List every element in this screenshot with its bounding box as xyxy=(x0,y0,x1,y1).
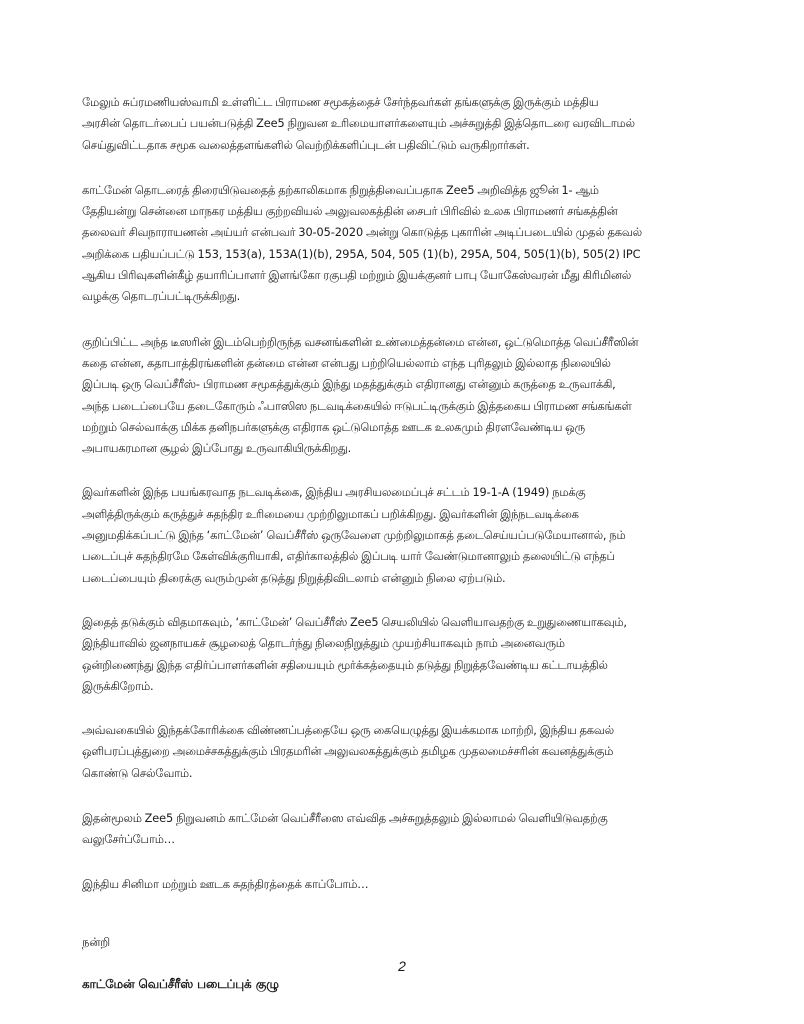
text-line: அவ்வகையில் இந்தக்கோரிக்கை விண்ணப்பத்தையே ஒரு கையெழுத்து இயக்கமாக மாற்றி, இந்திய தகவல் xyxy=(82,724,614,738)
text-line: படைப்புச் சுதந்திரமே கேள்விக்குரியாகி, எதிர்காலத்தில் இப்படி யார் வேண்டுமானாலும் தலையிட்டு எந்தப் xyxy=(82,550,615,564)
text-line: கதை என்ன, கதாபாத்திரங்களின் தன்மை என்ன என்பது பற்றியெல்லாம் எந்த புரிதலும் இல்லாத நிலையில் xyxy=(82,356,611,370)
signature: காட்மேன் வெப்சீரீஸ் படைப்புக் குழு xyxy=(82,976,279,991)
text-line: காட்மேன் தொடரைத் திரையிடுவதைத் தற்காலிகமாக நிறுத்திவைப்பதாக Zee5 அறிவித்த ஜூன் 1- ஆம் xyxy=(82,183,599,197)
text-line: வழக்கு தொடரப்பட்டிருக்கிறது. xyxy=(82,290,241,304)
text-line: இவர்களின் இந்த பயங்கரவாத நடவடிக்கை, இந்திய அரசியலமைப்புச் சட்டம் 19-1-A (1949) நமக்கு xyxy=(82,486,586,500)
text-line: தலைவர் சிவநாராயணன் அய்யர் என்பவர் 30-05-2020 அன்று கொடுத்த புகாரின் அடிப்படையில் முதல் தகவல் xyxy=(82,226,642,240)
paragraph-6 xyxy=(82,720,724,784)
text-line: அரசின் தொடர்பைப் பயன்படுத்தி Zee5 நிறுவன உரிமையாளர்களையும் அச்சுறுத்தி இத்தொடரை வரவிடாமல் xyxy=(82,117,635,131)
closing-thanks: நன்றி xyxy=(82,935,110,949)
paragraph-5 xyxy=(82,612,724,697)
text-line: இந்திய சினிமா மற்றும் ஊடக சுதந்திரத்தைக் காப்போம்… xyxy=(82,877,369,891)
text-line: அறிக்கை பதியப்பட்டு 153, 153(a), 153A(1)(b), 295A, 504, 505 (1)(b), 295A, 504, 505(1)(b), 505(2) IPC xyxy=(82,247,641,261)
text-line: கொண்டு செல்வோம். xyxy=(82,766,193,780)
text-line: மற்றும் செல்வாக்கு மிக்க தனிநபர்களுக்கு எதிராக ஒட்டுமொத்த ஊடக உலகமும் திரளவேண்டிய ஒரு xyxy=(82,420,585,434)
text-line: அளித்திருக்கும் கருத்துச் சுதந்திர உரிமையை முற்றிலுமாகப் பறிக்கிறது. இவர்களின் இந்நடவடிக்கை xyxy=(82,507,579,521)
paragraph-7 xyxy=(82,808,724,851)
text-line: மேலும் சுப்ரமணியஸ்வாமி உள்ளிட்ட பிராமண சமூகத்தைச் சேர்ந்தவர்கள் தங்களுக்கு இருக்கும் மத்திய xyxy=(82,96,599,109)
text-line: வலுசேர்ப்போம்… xyxy=(82,833,175,847)
text-line: தேதியன்று சென்னை மாநகர மத்திய குற்றவியல் அலுவலகத்தின் சைபர் பிரிவில் உலக பிராமணர் சங்கத்தின் xyxy=(82,205,618,219)
document-body xyxy=(82,92,724,895)
text-line: இந்தியாவில் ஜனநாயகச் சூழலைத் தொடர்ந்து நிலைநிறுத்தும் முயற்சியாகவும் நாம் அனைவரும் xyxy=(82,637,565,651)
text-line: ஆகிய பிரிவுகளின்கீழ் தயாரிப்பாளர் இளங்கோ ரகுபதி மற்றும் இயக்குனர் பாபு யோகேஸ்வரன் மீது கிரிமினல் xyxy=(82,269,631,283)
text-line: செய்துவிட்டதாக சமூக வலைத்தளங்களில் வெற்றிக்களிப்புடன் பதிவிட்டும் வருகிறார்கள். xyxy=(82,138,530,152)
paragraph-3 xyxy=(82,332,724,460)
text-line: இதன்மூலம் Zee5 நிறுவனம் காட்மேன் வெப்சீரீஸை எவ்வித அச்சுறுத்தலும் இல்லாமல் வெளியிடுவதற்கு xyxy=(82,812,608,826)
text-line: இதைத் தடுக்கும் விதமாகவும், ‘காட்மேன்’ வெப்சீரீஸ் Zee5 செயலியில் வெளியாவதற்கு உறுதுணையாகவும், xyxy=(82,615,627,629)
paragraph-1 xyxy=(82,92,724,156)
paragraph-2 xyxy=(82,180,724,308)
text-line: ஒன்றிணைந்து இந்த எதிர்ப்பாளர்களின் சதியையும் மூர்க்கத்தையும் தடுத்து நிறுத்தவேண்டிய கட்டாயத்தில் xyxy=(82,658,608,672)
text-line: அந்த படைப்பையே தடைகோரும் ஃபாஸிஸ நடவடிக்கையில் ஈடுபட்டிருக்கும் இத்தகைய பிராமண சங்கங்கள் xyxy=(82,399,632,413)
paragraph-8 xyxy=(82,874,724,895)
text-line: ஒளிபரப்புத்துறை அமைச்சகத்துக்கும் பிரதமரின் அலுவலகத்துக்கும் தமிழக முதலமைச்சரின் கவனத்துக்கும் xyxy=(82,745,614,759)
paragraph-4 xyxy=(82,482,724,588)
text-line: இருக்கிறோம். xyxy=(82,679,154,693)
text-line: அபாயகரமான சூழல் இப்போது உருவாகியிருக்கிறது. xyxy=(82,442,352,456)
text-line: இப்படி ஒரு வெப்சீரீஸ்- பிராமண சமூகத்துக்கும் இந்து மதத்துக்கும் எதிரானது என்னும் கருத்தை உருவாக்கி, xyxy=(82,378,616,392)
text-line: படைப்பையும் திரைக்கு வரும்முன் தடுத்து நிறுத்திவிடலாம் என்னும் நிலை ஏற்படும். xyxy=(82,571,506,585)
page-number: 2 xyxy=(398,958,406,974)
text-line: அனுமதிக்கப்பட்டு இந்த ‘காட்மேன்’ வெப்சீரீஸ் ஒருவேளை முற்றிலுமாகத் தடைசெய்யப்படுமேயானால், நம் xyxy=(82,529,626,543)
text-line: குறிப்பிட்ட அந்த டீஸரின் இடம்பெற்றிருந்த வசனங்களின் உண்மைத்தன்மை என்ன, ஒட்டுமொத்த வெப்சீரீஸின் xyxy=(82,335,639,349)
